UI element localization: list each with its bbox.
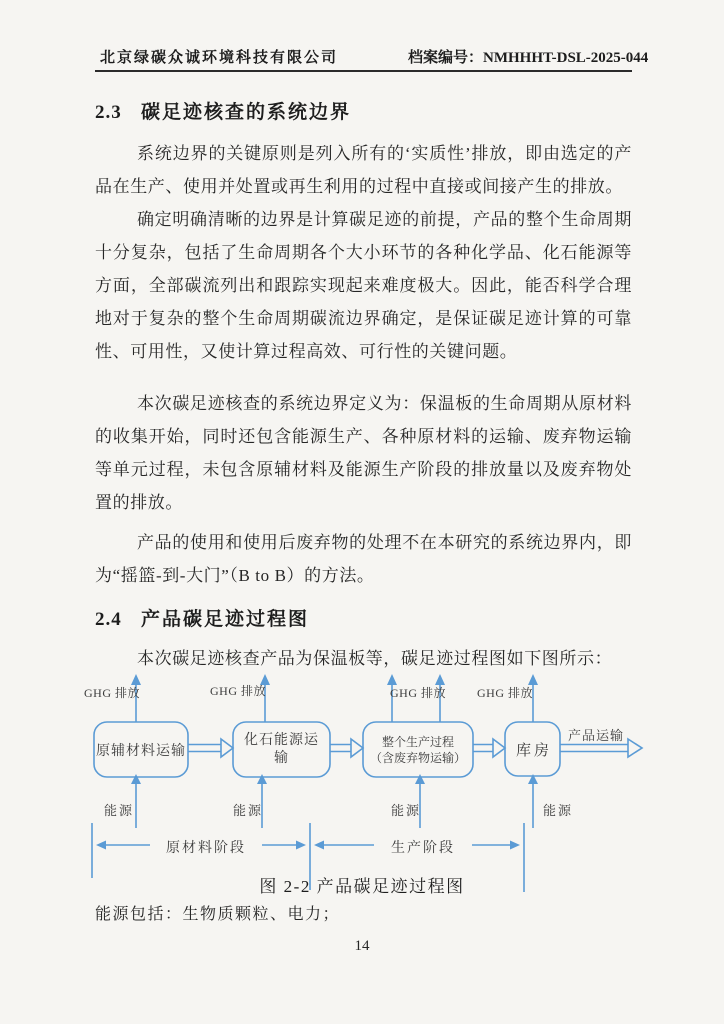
energy-input-arrows: [136, 782, 533, 828]
product-transport-label: 产品运输: [568, 728, 625, 743]
box-label-line2: （含废弃物运输）: [369, 750, 466, 765]
energy-note: 能源包括：生物质颗粒、电力；: [95, 906, 341, 923]
ghg-emission-label: GHG 排放: [390, 686, 446, 700]
page-number: 14: [354, 938, 370, 954]
file-number-label: 档案编号：: [408, 50, 484, 66]
ghg-emission-label: GHG 排放: [84, 686, 140, 700]
section-2-3-heading: [95, 100, 632, 126]
text-line: 置的排放。: [95, 493, 183, 512]
section-title: 产品碳足迹过程图: [141, 609, 310, 630]
text-line: 性、可用性，又使计算过程高效、可行性的关键问题。: [95, 342, 518, 361]
figure-caption: 图 2-2 产品碳足迹过程图: [259, 877, 465, 896]
energy-label: 能源: [104, 803, 135, 818]
ghg-emission-arrows: [136, 683, 533, 722]
ghg-emission-label: GHG 排放: [210, 684, 266, 698]
energy-label: 能源: [233, 803, 264, 818]
text-line: 系统边界的关键原则是列入所有的‘实质性’排放，即由选定的产: [137, 144, 632, 163]
stage-label-production: 生产阶段: [374, 837, 472, 857]
section-title: 碳足迹核查的系统边界: [141, 102, 352, 123]
text-line: 本次碳足迹核查产品为保温板等，碳足迹过程图如下图所示：: [137, 649, 613, 668]
text-line: 方面，全部碳流列出和跟踪实现起来难度极大。因此，能否科学合理: [95, 276, 632, 295]
process-box-raw-material-transport: 原辅材料运输: [96, 743, 186, 759]
text-line: 的收集开始，同时还包含能源生产、各种原材料的运输、废弃物运输: [95, 427, 632, 446]
text-line: 品在生产、使用并处置或再生利用的过程中直接或间接产生的排放。: [95, 177, 623, 196]
section-2-4-heading: [95, 607, 632, 633]
section-number: 2.4: [95, 609, 122, 630]
process-box-fossil-energy-transport: 化石能源运输: [244, 732, 319, 766]
energy-arrowheads: [131, 774, 538, 784]
file-number-value: NMHHHT-DSL-2025-044: [483, 50, 649, 66]
header-divider: [95, 70, 632, 72]
section-number: 2.3: [95, 102, 122, 123]
process-box-warehouse: 库房: [515, 742, 552, 759]
diagram-canvas: [0, 670, 724, 898]
text-line: 产品的使用和使用后废弃物的处理不在本研究的系统边界内，即: [137, 533, 632, 552]
text-line: 为“摇篮-到-大门”（B to B）的方法。: [95, 566, 375, 585]
process-box-whole-production: [364, 722, 472, 777]
text-line: 确定明确清晰的边界是计算碳足迹的前提，产品的整个生命周期: [137, 210, 632, 229]
energy-label: 能源: [391, 803, 422, 818]
text-line: 地对于复杂的整个生命周期碳流边界确定，是保证碳足迹计算的可靠: [95, 309, 632, 328]
box-label-line1: 整个生产过程: [381, 734, 454, 749]
stage-label-raw-material: 原材料阶段: [150, 837, 262, 857]
text-line: 本次碳足迹核查的系统边界定义为：保温板的生命周期从原材料: [137, 394, 632, 413]
header-company-name: 北京绿碳众诚环境科技有限公司: [100, 50, 339, 66]
carbon-footprint-process-diagram: [0, 670, 724, 898]
energy-label: 能源: [543, 803, 574, 818]
text-line: 等单元过程，未包含原辅材料及能源生产阶段的排放量以及废弃物处: [95, 460, 632, 479]
header-file-number: [408, 46, 648, 67]
ghg-emission-label: GHG 排放: [477, 686, 533, 700]
text-line: 十分复杂，包括了生命周期各个大小环节的各种化学品、化石能源等: [95, 243, 632, 262]
